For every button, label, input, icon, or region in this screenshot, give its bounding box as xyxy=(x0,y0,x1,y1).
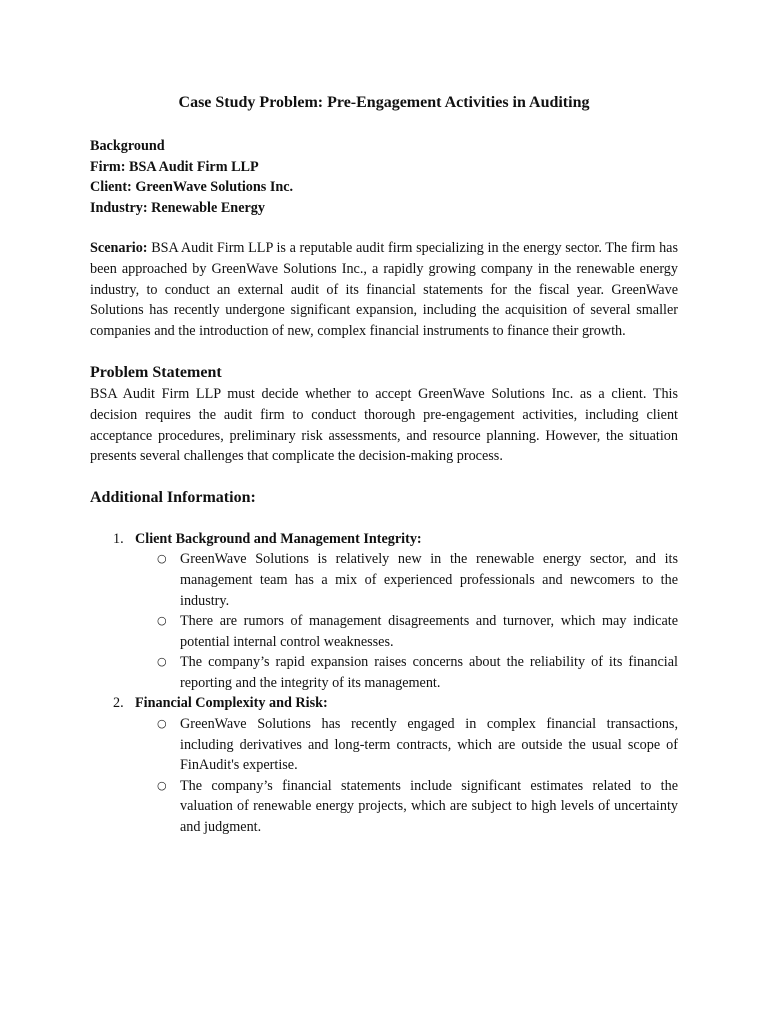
sub-bullet-text: The company’s financial statements include significant estimates related to the valuation of renewable energy projects, which are subject to high levels of uncertainty and judgment. xyxy=(180,777,678,836)
document-page xyxy=(90,92,678,838)
problem-statement-text: BSA Audit Firm LLP must decide whether to accept GreenWave Solutions Inc. as a client. This decision requires the audit firm to conduct thorough pre-engagement activities, including client acceptance procedures, preliminary risk assessments, and resource planning. However, the situation presents several challenges that complicate the decision-making process. xyxy=(90,386,678,465)
firm-line: Firm: BSA Audit Firm LLP xyxy=(90,158,259,175)
sub-bullet-list xyxy=(135,714,678,838)
list-item-title: Financial Complexity and Risk: xyxy=(135,695,328,712)
industry-line: Industry: Renewable Energy xyxy=(90,199,265,216)
sub-bullet-list xyxy=(135,549,678,693)
bullet-circle-icon: ○ xyxy=(157,778,167,792)
list-item xyxy=(90,693,678,837)
additional-information-list xyxy=(90,529,678,838)
scenario-text: BSA Audit Firm LLP is a reputable audit firm specializing in the energy sector. The firm has been approached by GreenWave Solutions Inc., a rapidly growing company in the renewable energy industry, to conduct an external audit of its financial statements for the fiscal year. GreenWave Solutions has recently undergone significant expansion, including the acquisition of several smaller companies and the introduction of new, complex financial instruments to finance their growth. xyxy=(90,240,678,339)
bullet-circle-icon: ○ xyxy=(157,717,167,731)
list-item xyxy=(90,529,678,694)
sub-bullet-text: GreenWave Solutions is relatively new in the renewable energy sector, and its management team has a mix of experienced professionals and newcomers to the industry. xyxy=(180,551,678,609)
bullet-circle-icon: ○ xyxy=(157,655,167,669)
sub-bullet-text: GreenWave Solutions has recently engaged in complex financial transactions, including derivatives and long-term contracts, which are outside the usual scope of FinAudit's expertise. xyxy=(180,716,678,774)
background-section xyxy=(90,136,678,218)
sub-bullet-item xyxy=(135,776,678,838)
sub-bullet-text: There are rumors of management disagreements and turnover, which may indicate potential internal control weaknesses. xyxy=(180,613,678,650)
bullet-circle-icon: ○ xyxy=(157,614,167,628)
bullet-circle-icon: ○ xyxy=(157,552,167,566)
sub-bullet-item xyxy=(135,611,678,652)
sub-bullet-item xyxy=(135,714,678,776)
background-heading: Background xyxy=(90,138,165,154)
sub-bullet-text: The company’s rapid expansion raises concerns about the reliability of its financial reporting and the integrity of its management. xyxy=(180,654,678,691)
list-item-number: 1. xyxy=(113,530,124,547)
list-item-title: Client Background and Management Integrity: xyxy=(135,530,422,547)
problem-statement-heading: Problem Statement xyxy=(90,364,222,382)
sub-bullet-item xyxy=(135,549,678,611)
sub-bullet-item xyxy=(135,652,678,693)
list-item-number: 2. xyxy=(113,695,124,712)
scenario-label: Scenario: xyxy=(90,240,148,257)
scenario-paragraph xyxy=(90,238,678,341)
additional-information-heading: Additional Information: xyxy=(90,488,256,506)
document-title: Case Study Problem: Pre-Engagement Activities in Auditing xyxy=(178,94,590,111)
client-line: Client: GreenWave Solutions Inc. xyxy=(90,179,294,196)
